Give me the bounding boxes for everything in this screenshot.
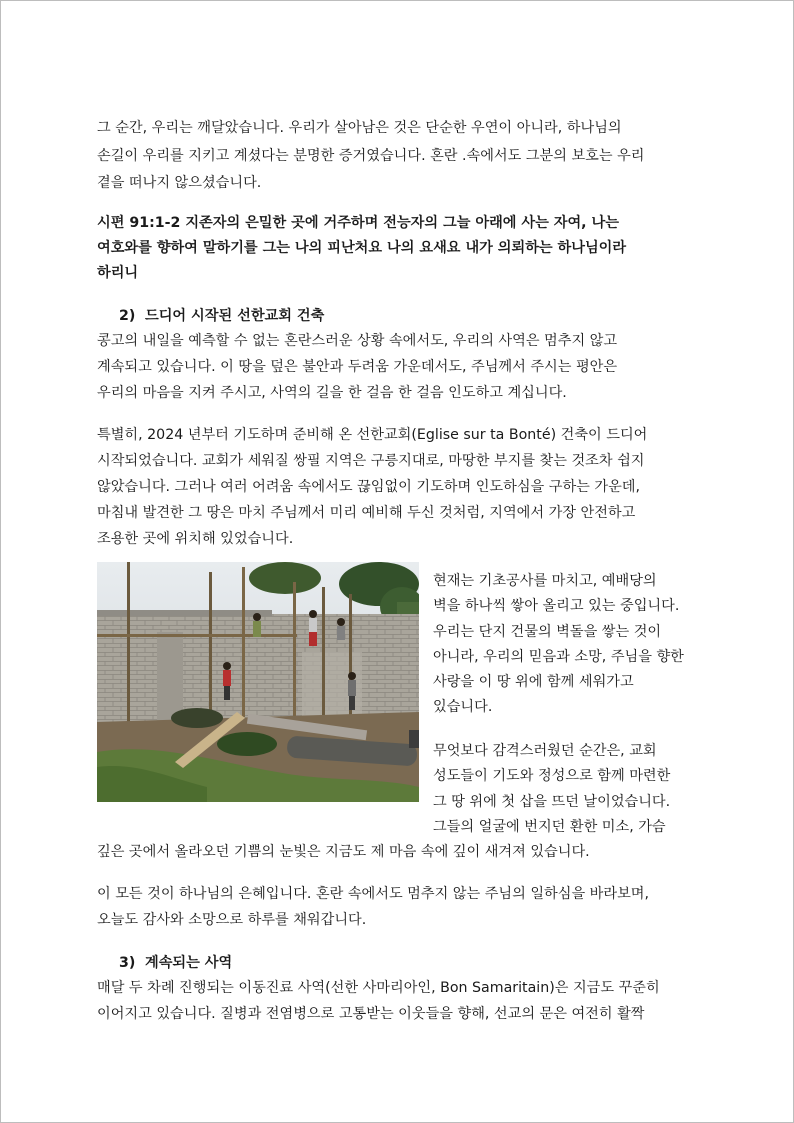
paragraph-2-line: 우리의 마음을 지켜 주시고, 사역의 길을 한 걸음 한 걸음 인도하고 계십니다.	[97, 385, 567, 401]
paragraph-3-line: 조용한 곳에 위치해 있었습니다.	[97, 531, 294, 547]
paragraph-1-line: 곁을 떠나지 않으셨습니다.	[97, 175, 262, 191]
section-3-number: 3)	[119, 955, 136, 971]
psalm-quote-line: 여호와를 향하여 말하기를 그는 나의 피난처요 나의 요새요 내가 의뢰하는 하나님이라	[97, 240, 627, 256]
photo-caption-line: 무엇보다 감격스러웠던 순간은, 교회	[433, 743, 657, 759]
section-3-title: 계속되는 사역	[145, 955, 233, 971]
photo-caption-line: 벽을 하나씩 쌓아 올리고 있는 중입니다.	[433, 598, 680, 614]
section-3-heading	[119, 953, 232, 973]
paragraph-3-line: 마침내 발견한 그 땅은 마치 주님께서 미리 예비해 두신 것처럼, 지역에서 가장 안전하고	[97, 505, 636, 521]
section-2-number: 2)	[119, 308, 136, 324]
paragraph-3-line: 특별히, 2024 년부터 기도하며 준비해 온 선한교회(Eglise sur ta Bonté) 건축이 드디어	[97, 427, 648, 443]
church-construction-photo	[97, 562, 419, 802]
paragraph-6-line: 이어지고 있습니다. 질병과 전염병으로 고통받는 이웃들을 향해, 선교의 문은 여전히 활짝	[97, 1006, 645, 1022]
paragraph-2-line: 계속되고 있습니다. 이 땅을 덮은 불안과 두려움 가운데서도, 주님께서 주시는 평안은	[97, 359, 618, 375]
paragraph-4-line: 깊은 곳에서 올라오던 기쁨의 눈빛은 지금도 제 마음 속에 깊이 새겨져 있습니다.	[97, 844, 590, 860]
photo-caption-line: 그 땅 위에 첫 삽을 뜨던 날이었습니다.	[433, 794, 671, 810]
section-2-heading	[119, 306, 324, 326]
paragraph-5-line: 이 모든 것이 하나님의 은혜입니다. 혼란 속에서도 멈추지 않는 주님의 일하심을 바라보며,	[97, 886, 650, 902]
paragraph-3-line: 시작되었습니다. 교회가 세워질 쌍필 지역은 구릉지대로, 마땅한 부지를 찾는 것조차 쉽지	[97, 453, 645, 469]
photo-caption-line: 우리는 단지 건물의 벽돌을 쌓는 것이	[433, 624, 662, 640]
construction-site-illustration	[97, 562, 419, 802]
photo-caption-line: 성도들이 기도와 정성으로 함께 마련한	[433, 768, 671, 784]
paragraph-5-line: 오늘도 감사와 소망으로 하루를 채워갑니다.	[97, 912, 367, 928]
photo-caption-line: 그들의 얼굴에 번지던 환한 미소, 가슴	[433, 819, 666, 835]
paragraph-1-line: 손길이 우리를 지키고 계셨다는 분명한 증거였습니다. 혼란 .속에서도 그분의 보호는 우리	[97, 148, 645, 164]
paragraph-2-line: 콩고의 내일을 예측할 수 없는 혼란스러운 상황 속에서도, 우리의 사역은 멈추지 않고	[97, 333, 618, 349]
paragraph-1-line: 그 순간, 우리는 깨달았습니다. 우리가 살아남은 것은 단순한 우연이 아니라, 하나님의	[97, 120, 622, 136]
section-2-title: 드디어 시작된 선한교회 건축	[145, 308, 325, 324]
photo-caption-line: 사랑을 이 땅 위에 함께 세워가고	[433, 674, 634, 690]
psalm-quote-line: 시편 91:1-2 지존자의 은밀한 곳에 거주하며 전능자의 그늘 아래에 사는 자여, 나는	[97, 215, 619, 231]
paragraph-6-line: 매달 두 차례 진행되는 이동진료 사역(선한 사마리아인, Bon Samaritain)은 지금도 꾸준히	[97, 980, 660, 996]
photo-caption-line: 아니라, 우리의 믿음과 소망, 주님을 향한	[433, 649, 684, 665]
paragraph-3-line: 않았습니다. 그러나 여러 어려움 속에서도 끊임없이 기도하며 인도하심을 구하는 가운데,	[97, 479, 640, 495]
psalm-quote-line: 하리니	[97, 265, 139, 281]
photo-caption-line: 현재는 기초공사를 마치고, 예배당의	[433, 573, 657, 589]
photo-caption-line: 있습니다.	[433, 699, 493, 715]
